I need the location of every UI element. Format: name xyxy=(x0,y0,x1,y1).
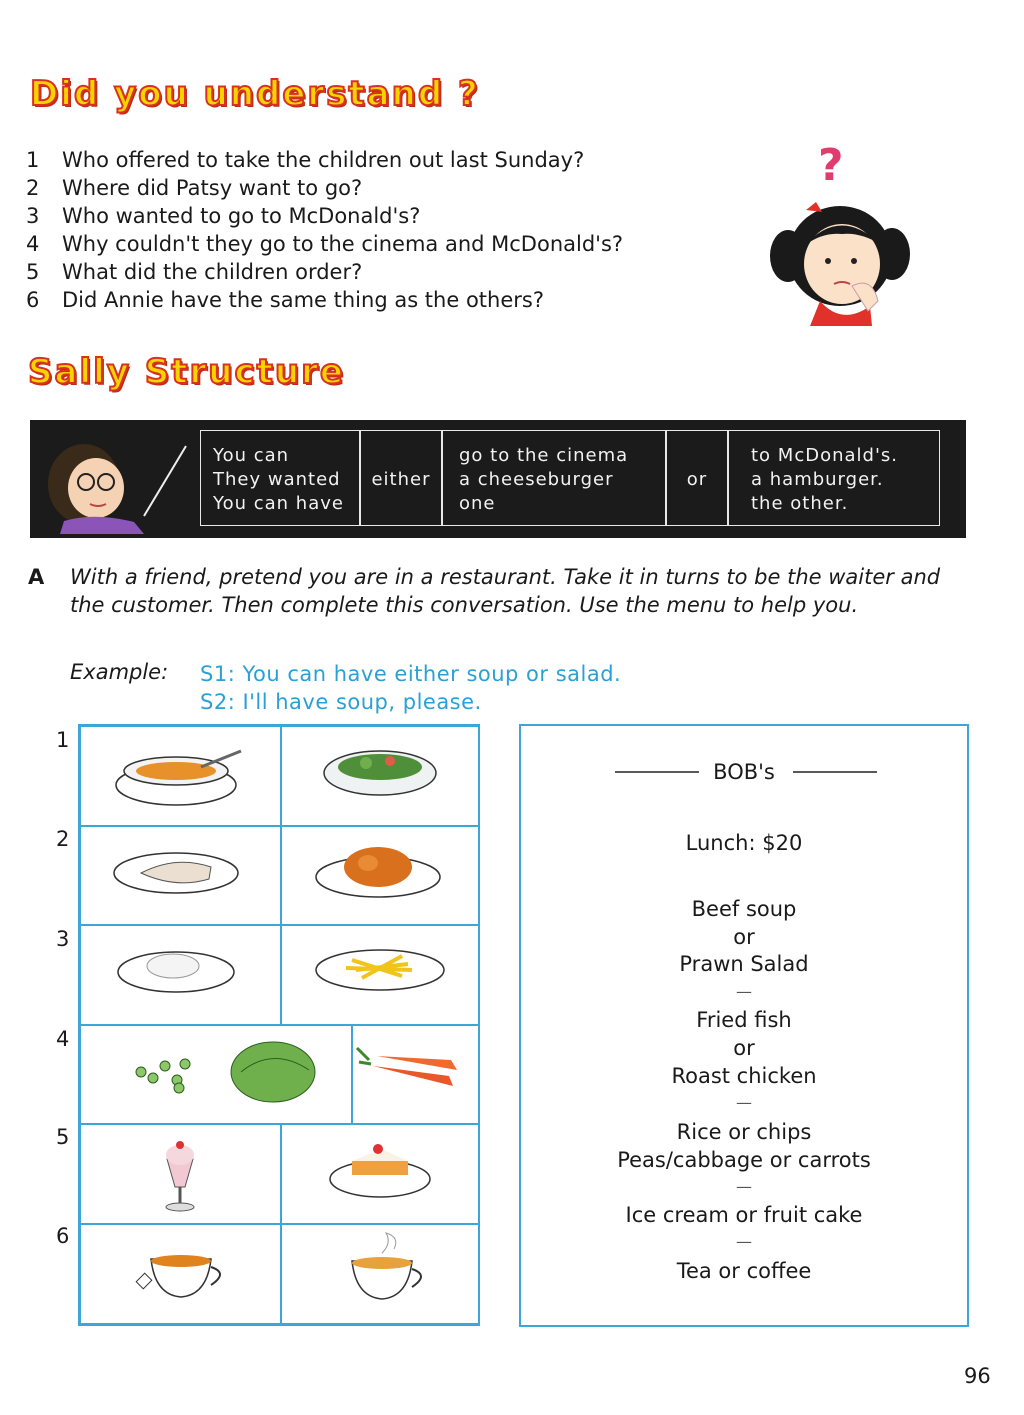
grid-cell xyxy=(80,826,281,925)
food-picture-grid xyxy=(78,724,480,1326)
menu-separator: — xyxy=(736,982,752,1001)
question-item: 3 Who wanted to go to McDonald's? xyxy=(26,204,421,228)
grid-cell xyxy=(281,1224,480,1324)
grid-cell xyxy=(281,726,480,826)
heading-did-you-understand: Did you understand ? xyxy=(30,74,480,114)
structure-column-subject: You can They wanted You can have xyxy=(200,430,360,526)
grid-cell xyxy=(80,1224,281,1324)
menu-item: Beef soup xyxy=(691,897,797,921)
exercise-instructions: With a friend, pretend you are in a restaurant. Take it in turns to be the waiter and the customer. Then complete this conversation. Use the menu to help you. xyxy=(70,565,941,617)
structure-column-either: either xyxy=(360,430,442,526)
row-number: 2 xyxy=(56,827,70,851)
question-item: 1 Who offered to take the children out last Sunday? xyxy=(26,148,585,172)
heading-sally-structure: Sally Structure xyxy=(28,352,345,392)
menu-title-rule-right xyxy=(793,770,877,774)
example-line-s1: S1: You can have either soup or salad. xyxy=(200,662,622,686)
grid-cell xyxy=(281,826,480,925)
thinking-girl-illustration xyxy=(760,136,920,326)
structure-table xyxy=(30,420,966,538)
question-list xyxy=(26,146,746,314)
menu-separator: — xyxy=(736,1177,752,1196)
structure-column-or: or xyxy=(666,430,728,526)
tea-cup-icon xyxy=(81,1225,280,1323)
carrots-icon xyxy=(353,1026,479,1123)
row-number: 5 xyxy=(56,1125,70,1149)
menu-item: Peas/cabbage or carrots xyxy=(617,1148,871,1172)
menu-item: Roast chicken xyxy=(671,1064,817,1088)
bobs-menu xyxy=(519,724,969,1327)
menu-price: Lunch: $20 xyxy=(685,831,803,855)
menu-item: or xyxy=(733,925,755,949)
menu-separator: — xyxy=(736,1232,752,1251)
page-number: 96 xyxy=(964,1364,991,1388)
question-item: 4 Why couldn't they go to the cinema and McDonald's? xyxy=(26,232,624,256)
salad-bowl-icon xyxy=(282,727,479,825)
coffee-cup-icon xyxy=(282,1225,479,1323)
row-number: 3 xyxy=(56,927,70,951)
menu-item: or xyxy=(733,1036,755,1060)
grid-cell xyxy=(80,726,281,826)
peas-cabbage-icon xyxy=(81,1026,351,1123)
menu-item: Ice cream or fruit cake xyxy=(625,1203,863,1227)
svg-text:?: ? xyxy=(818,140,844,191)
question-item: 6 Did Annie have the same thing as the others? xyxy=(26,288,544,312)
structure-column-option1: go to the cinema a cheeseburger one xyxy=(442,430,666,526)
grid-cell xyxy=(281,925,480,1025)
menu-item: Tea or coffee xyxy=(676,1259,812,1283)
example-label: Example: xyxy=(70,660,169,684)
grid-cell xyxy=(80,1124,281,1224)
chips-plate-icon xyxy=(282,926,479,1024)
fried-fish-plate-icon xyxy=(81,827,280,924)
ice-cream-sundae-icon xyxy=(81,1125,280,1223)
rice-plate-icon xyxy=(81,926,280,1024)
grid-cell xyxy=(281,1124,480,1224)
menu-item: Prawn Salad xyxy=(679,952,809,976)
grid-cell xyxy=(80,1025,352,1124)
question-item: 2 Where did Patsy want to go? xyxy=(26,176,363,200)
example-line-s2: S2: I'll have soup, please. xyxy=(200,690,482,714)
question-item: 5 What did the children order? xyxy=(26,260,363,284)
row-number: 6 xyxy=(56,1224,70,1248)
sally-girl-icon xyxy=(34,426,214,534)
menu-separator: — xyxy=(736,1093,752,1112)
structure-column-option2: to McDonald's. a hamburger. the other. xyxy=(728,430,940,526)
menu-item: Fried fish xyxy=(696,1008,792,1032)
menu-item: Rice or chips xyxy=(676,1120,812,1144)
soup-bowl-icon xyxy=(81,727,280,825)
row-number: 1 xyxy=(56,728,70,752)
grid-cell xyxy=(352,1025,480,1124)
row-number: 4 xyxy=(56,1027,70,1051)
grid-cell xyxy=(80,925,281,1025)
fruit-cake-icon xyxy=(282,1125,479,1223)
roast-chicken-plate-icon xyxy=(282,827,479,924)
menu-title: BOB's xyxy=(713,760,775,784)
exercise-letter: A xyxy=(28,565,45,589)
